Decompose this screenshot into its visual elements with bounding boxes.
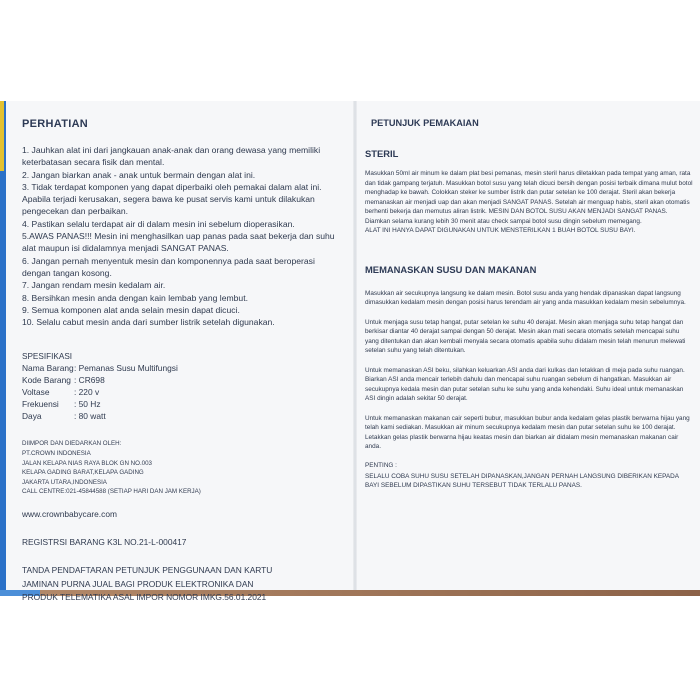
- warning-item: 1. Jauhkan alat ini dari jangkauan anak-anak dan orang dewasa yang memiliki keterbatasan secara fisik dan mental.: [22, 145, 321, 168]
- spec-value: : 50 Hz: [74, 399, 101, 410]
- notice-line: PRODUK TELEMATIKA ASAL IMPOR NOMOR IMKG.56.01.2021: [22, 592, 267, 603]
- usage-title: PETUNJUK PEMAKAIAN: [371, 118, 479, 128]
- warning-item: 7. Jangan rendam mesin kedalam air.: [22, 280, 166, 291]
- website: www.crownbabycare.com: [22, 509, 117, 520]
- spec-value: : 220 v: [74, 387, 100, 398]
- heating-paragraph: Untuk menjaga susu tetap hangat, putar setelan ke suhu 40 derajat. Mesin akan menjaga suhu tetap hangat dan berkisar diantar 40 derajat sampai dengan 50 derajat. Mesin akan mati secara otomatis setelah mencapai suhu yang ditentukan dan akan kembali menyala secara otomatis apabila suhu didalam mesin telah menurun melewati setelan suhu yang telah ditentukan.: [365, 318, 686, 354]
- warning-item: 6. Jangan pernah menyentuk mesin dan komponennya pada saat beroperasi dengan tangan kosong.: [22, 255, 315, 278]
- heating-title: MEMANASKAN SUSU DAN MAKANAN: [365, 263, 537, 275]
- heating-paragraph: Masukkan air secukupnya langsung ke dalam mesin. Botol susu anda yang hendak dipanaskan dapat langsung dimasukkan kedalam mesin dengan posisi harus terendam air yang anda masukkan kedalam mesin sebelumnya.: [365, 289, 686, 306]
- important-text: SELALU COBA SUHU SUSU SETELAH DIPANASKAN,JANGAN PERNAH LANGSUNG DIBERIKAN KEPADA BAYI SEBELUM DIPASTIKAN SUHU TERSEBUT TIDAK TERLALU PANAS.: [365, 472, 679, 489]
- spec-key: Daya: [22, 411, 42, 422]
- warning-list: [22, 144, 344, 328]
- warning-title: PERHATIAN: [22, 118, 89, 130]
- importer-line: PT.CROWN INDONESIA: [22, 450, 91, 458]
- spec-table: [22, 362, 344, 422]
- importer-info: [22, 439, 344, 497]
- registration-notice: [22, 564, 344, 605]
- blue-cover-edge: [0, 101, 6, 593]
- heating-paragraph: Untuk memanaskan ASI beku, silahkan keluarkan ASI anda dari kulkas dan letakkan di meja pada suhu ruangan. Biarkan ASI anda mencair terlebih dahulu dan mencapai suhu ruangan sebelum di hangatkan. Masukkan air secukupnya kedala mesin dan putar setelan suhu ke suhu yang anda kehendaki. Suhu ideal untuk memanaskan ASI dingin adalah sekitar 50 derajat.: [365, 366, 685, 402]
- importer-line: KELAPA GADING BARAT,KELAPA GADING: [22, 469, 144, 477]
- warning-item: 5.AWAS PANAS!!! Mesin ini menghasilkan uap panas pada saat bekerja dan suhu alat maupun isi didalamnya menjadi SANGAT PANAS.: [22, 231, 335, 254]
- yellow-cover-edge: [0, 101, 4, 171]
- steril-title: STERIL: [365, 148, 399, 159]
- importer-line: CALL CENTRE:021-45844588 (SETIAP HARI DAN JAM KERJA): [22, 488, 201, 496]
- spec-value: : Pemanas Susu Multifungsi: [74, 363, 178, 374]
- steril-note: ALAT INI HANYA DAPAT DIGUNAKAN UNTUK MENSTERILKAN 1 BUAH BOTOL SUSU BAYI.: [365, 227, 636, 234]
- importer-line: JALAN KELAPA NIAS RAYA BLOK GN NO.003: [22, 459, 152, 467]
- notice-line: TANDA PENDAFTARAN PETUNJUK PENGGUNAAN DAN KARTU: [22, 565, 273, 576]
- steril-text: Masukkan 50ml air minum ke dalam plat besi pemanas, mesin steril harus diletakkan pada tempat yang aman, rata dan tidak gampang terjatuh. Masukkan botol susu yang telah dicuci bersih dengan posisi terbaik dimana mulut botol menghadap ke bawah. Colokkan steker ke sumber listrik dan putar setelan ke 100 derajat. Steril akan bekerja memanaskan air menjadi uap dan akan menjadi SANGAT PANAS. Setelah air menguap habis, steril akan otomatis berhenti bekerja dan memutus aliran listrik. MESIN DAN BOTOL SUSU AKAN MENJADI SANGAT PANAS. Diamkan selama kurang lebih 30 menit atau check sampai botol susu dingin sebelum memegang.: [365, 170, 693, 225]
- spec-key: Frekuensi: [22, 399, 59, 410]
- spec-key: Voltase: [22, 387, 50, 398]
- warning-item: 9. Semua komponen alat anda selain mesin dapat dicuci.: [22, 304, 240, 315]
- spec-value: : 80 watt: [74, 411, 106, 422]
- left-page: [22, 118, 344, 605]
- right-page: [365, 118, 693, 491]
- spec-row: [22, 362, 344, 374]
- warning-item: 10. Selalu cabut mesin anda dari sumber listrik setelah digunakan.: [22, 317, 275, 328]
- importer-line: DIIMPOR DAN DIEDARKAN OLEH:: [22, 440, 122, 448]
- spec-row: [22, 386, 344, 398]
- warning-item: 8. Bersihkan mesin anda dengan kain lembab yang lembut.: [22, 292, 248, 303]
- page-fold: [353, 101, 357, 593]
- spec-title: SPESIFIKASI: [22, 352, 73, 362]
- notice-line: JAMINAN PURNA JUAL BAGI PRODUK ELEKTRONIKA DAN: [22, 578, 254, 589]
- warning-item: 3. Tidak terdapat komponen yang dapat diperbaiki oleh pemakai dalam alat ini. Apabila terjadi kerusakan, segera bawa ke pusat servis kami untuk dilakukan pengecekan dan perbaikan.: [22, 181, 322, 217]
- spec-row: [22, 410, 344, 422]
- registration-number: REGISTRSI BARANG K3L NO.21-L-000417: [22, 537, 187, 548]
- important-label: PENTING :: [365, 461, 397, 469]
- spec-key: Kode Barang: [22, 375, 71, 386]
- importer-line: JAKARTA UTARA,INDONESIA: [22, 478, 107, 486]
- spec-value: : CR698: [74, 375, 105, 386]
- warning-item: 2. Jangan biarkan anak - anak untuk bermain dengan alat ini.: [22, 169, 256, 180]
- spec-row: [22, 374, 344, 386]
- spec-row: [22, 398, 344, 410]
- spec-key: Nama Barang: [22, 363, 74, 374]
- heating-paragraph: Untuk memanaskan makanan cair seperti bubur, masukkan bubur anda kedalam gelas plastik berwarna hijau yang telah kami sediakan. Masukkan air minum secukupnya kedalam mesin dan putar setelan suhu ke 100 derajat. Letakkan gelas plastik berwarna hijau keatas mesin dan biarkan air didalam mesin memanaskan makanan cair anda.: [365, 414, 690, 450]
- warning-item: 4. Pastikan selalu terdapat air di dalam mesin ini sebelum dioperasikan.: [22, 218, 295, 229]
